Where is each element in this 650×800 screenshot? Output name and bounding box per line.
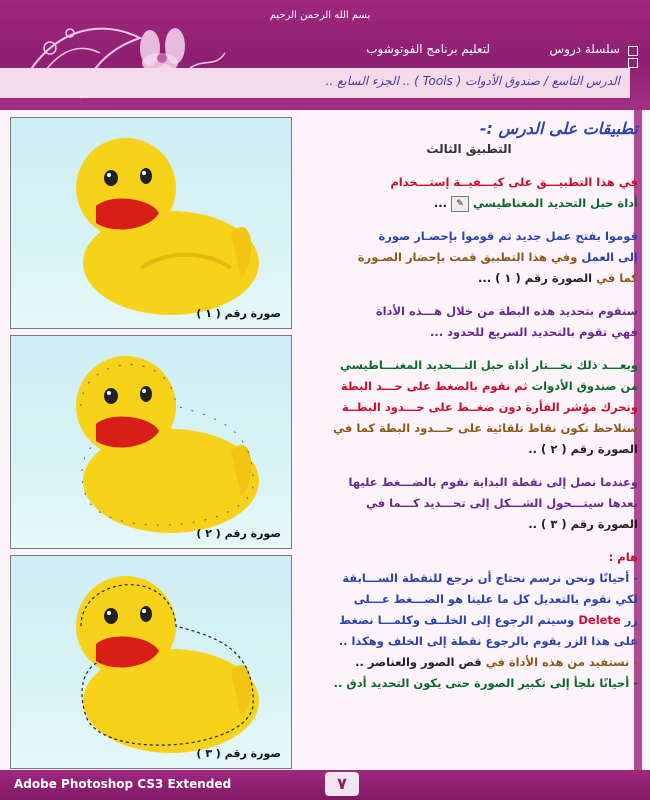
tool-name: أداة حبل التحديد المغناطيسي — [472, 196, 638, 210]
application-title: التطبيق الثالث — [426, 142, 512, 156]
duck-image-1 — [10, 117, 292, 329]
paragraph-line: سنقوم بتحديد هذه البطة من خلال هـــذه الأداة — [375, 304, 638, 318]
page-header — [0, 0, 650, 110]
paragraph-fragment: الصورة رقم ( ١ ) ... — [478, 271, 593, 285]
paragraph-fragment: إلى العمل — [581, 250, 638, 264]
paragraph-fragment: تقوم بالتحديد السريع للحدود ... — [430, 325, 608, 339]
note-title: هام : — [608, 550, 638, 564]
note-line: لكي نقوم بالتعديل كل ما علينا هو الضـــغط عـــلى — [353, 592, 638, 606]
paragraph-line: الصورة رقم ( ٣ ) .. — [528, 517, 638, 531]
paragraph-line — [300, 247, 638, 268]
paragraph-line — [300, 376, 638, 397]
note-line: - أحيانًا نلجأ إلى تكبير الصورة حتى يكون التحديد أدق .. — [333, 676, 638, 690]
ellipsis: ... — [433, 196, 447, 210]
note-fragment: قص الصور والعناصر .. — [355, 655, 482, 669]
note-line — [300, 652, 638, 673]
paragraph-fragment: من صندوق الأدوات — [531, 379, 638, 393]
duck-image-2 — [10, 335, 292, 549]
paragraph-line: وبعـــد ذلك نخـــتار أداة حبل التـــحديد المغنـــاطيسي — [340, 358, 638, 372]
basmala-text: بسم الله الرحمن الرحيم — [269, 10, 371, 21]
paragraph-line: سنلاحظ تكون نقاط تلقائية على حـــدود البطة كما في — [333, 421, 638, 435]
square-bullet-icon — [628, 58, 638, 68]
lesson-title: الدرس التاسع / صندوق الأدوات ( Tools ) .. الجزء السابع .. — [325, 74, 620, 88]
image-caption: صورة رقم ( ٢ ) — [196, 527, 281, 540]
section-title: تطبيقات على الدرس :- — [479, 119, 638, 138]
square-bullet-icon — [628, 46, 638, 56]
page-number: ٧ — [325, 772, 359, 796]
paragraph-line: ونحرك مؤشر الفأرة دون ضغــط على حـــدود البطــة — [341, 400, 638, 414]
rubber-duck-icon — [41, 346, 261, 536]
paragraph-line — [300, 193, 638, 214]
note-line: - أحيانًا ونحن نرسم نحتاج أن نرجع للنقطة الســـابقة — [342, 571, 638, 585]
note-line — [300, 610, 638, 631]
app-name: Adobe Photoshop CS3 Extended — [14, 777, 232, 791]
magnetic-lasso-icon: ✎ — [451, 196, 469, 212]
course-label: لتعليم برنامج الفوتوشوب — [366, 42, 490, 56]
lesson-text — [300, 118, 638, 694]
paragraph-line — [300, 268, 638, 289]
paragraph-line: الصورة رقم ( ٢ ) .. — [528, 442, 638, 456]
image-caption: صورة رقم ( ٣ ) — [196, 747, 281, 760]
paragraph-fragment: ثم نقوم بالضغط على حـــد البطة — [340, 379, 528, 393]
duck-image-3 — [10, 555, 292, 769]
paragraph-line: قوموا بفتح عمل جديد ثم قوموا بإحضـار صورة — [378, 229, 638, 243]
page-footer — [0, 770, 650, 800]
note-line: على هذا الزر يقوم بالرجوع نقطة إلى الخلف وهكذا .. — [338, 634, 638, 648]
paragraph-line: في هذا التطبيـــق على كيـــفيــة إستـــخدام — [390, 175, 638, 189]
rubber-duck-icon — [41, 566, 261, 756]
paragraph-fragment: وفي هذا التطبيق قمت بإحضار الصـورة — [357, 250, 578, 264]
note-fragment: - نستفيد من هذه الأداة في — [485, 655, 638, 669]
paragraph-fragment: كما في — [596, 271, 638, 285]
paragraph-line — [300, 322, 638, 343]
delete-key-label: Delete — [578, 613, 621, 627]
series-label: سلسلة دروس — [549, 42, 620, 56]
paragraph-fragment: فهي — [611, 325, 638, 339]
rubber-duck-icon — [41, 128, 261, 318]
note-fragment: زر — [624, 613, 638, 627]
note-fragment: وسيتم الرجوع إلى الخلــف وكلمـــا نضغط — [339, 613, 575, 627]
image-caption: صورة رقم ( ١ ) — [196, 307, 281, 320]
paragraph-line: بعدها سيتـــحول الشـــكل إلى تحـــديد كـــما في — [365, 496, 638, 510]
paragraph-line: وعندما نصل إلى نقطة البداية نقوم بالضـــغط عليها — [348, 475, 638, 489]
